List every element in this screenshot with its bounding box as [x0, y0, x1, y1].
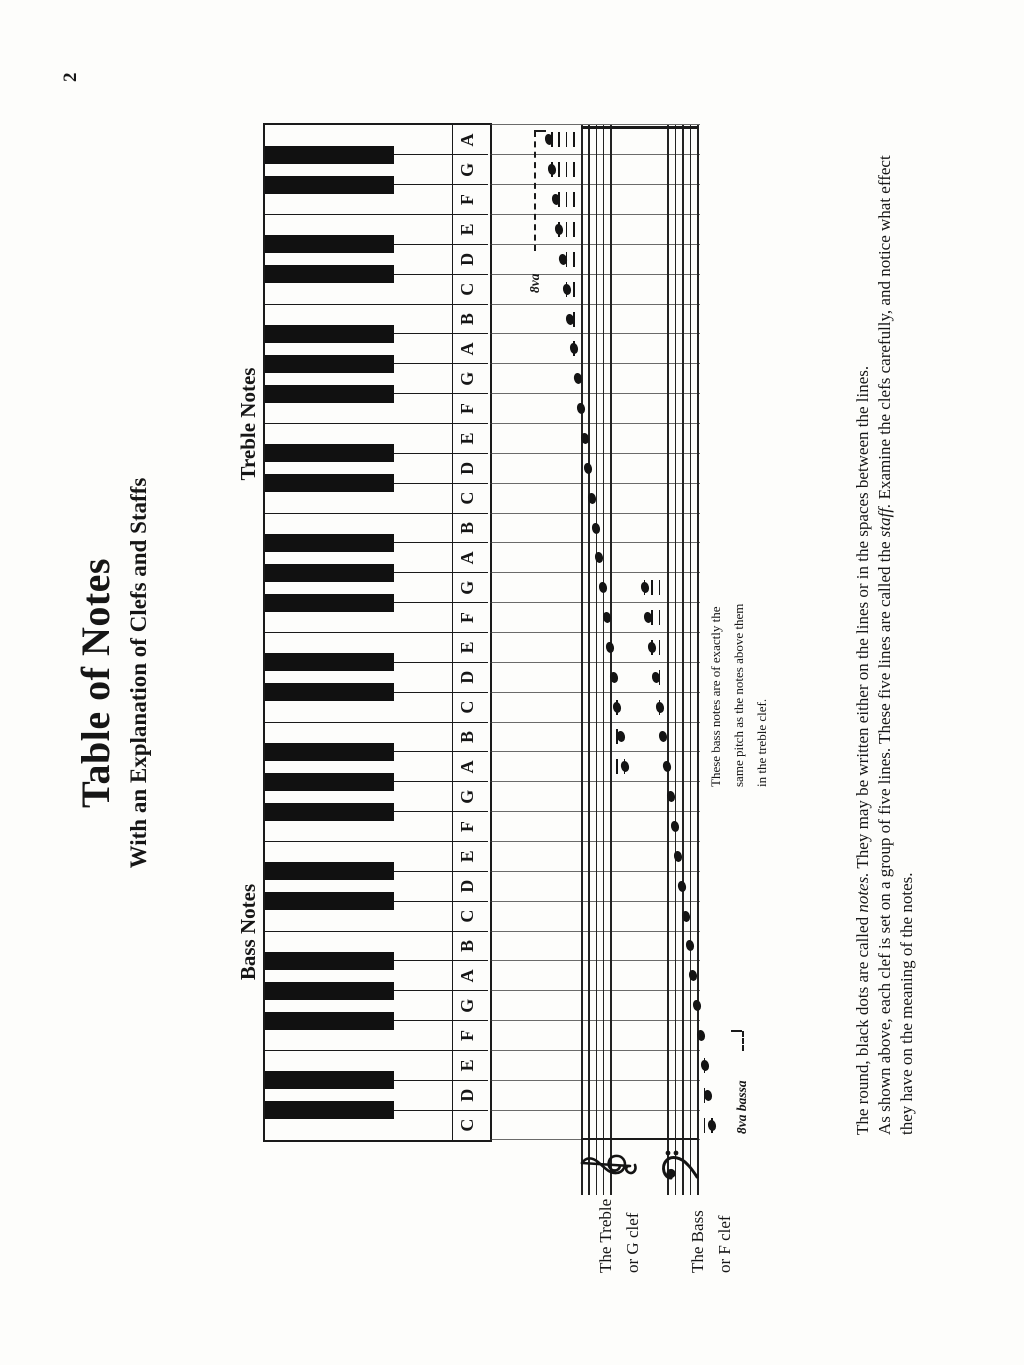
key-letter: G [457, 580, 477, 595]
treble-notehead [562, 283, 572, 295]
bass-clef-label [684, 1210, 738, 1273]
ledger-line [704, 1118, 706, 1133]
ledger-line [659, 580, 661, 595]
ledger-line [659, 640, 661, 655]
octave-dash-treble [534, 131, 536, 251]
paragraph-line: As shown above, each clef is set on a group of five lines. These five lines are called the staff. Examine the clefs carefully, and notice what effect [875, 155, 894, 1135]
black-key [265, 474, 394, 492]
ledger-line [573, 162, 575, 177]
black-key [265, 743, 394, 761]
octave-tick-bass [731, 1030, 742, 1032]
bass-notehead [707, 1119, 717, 1131]
bass-staff-line [675, 125, 677, 1195]
white-key-separator [265, 214, 488, 215]
treble-notehead [591, 522, 601, 534]
page-title: Table of Notes [73, 558, 118, 808]
key-letter: C [457, 491, 477, 505]
white-key-separator [265, 304, 488, 305]
page-subtitle: With an Explanation of Clefs and Staffs [126, 477, 151, 869]
ledger-line [566, 192, 568, 207]
key-letter: C [457, 700, 477, 714]
ledger-line [573, 222, 575, 237]
treble-notehead [569, 343, 579, 355]
bass-notehead [703, 1089, 713, 1101]
key-letter: C [457, 1118, 477, 1132]
treble-staff-line [610, 125, 612, 1195]
treble-notehead [583, 462, 593, 474]
key-letter: B [457, 939, 477, 952]
treble-staff-line [581, 125, 583, 1195]
ledger-line [558, 162, 560, 177]
black-key [265, 176, 394, 194]
octave-mark-bass: 8va bassa [734, 1080, 749, 1134]
ledger-line [573, 192, 575, 207]
ledger-line [573, 132, 575, 147]
left-barline [581, 1138, 698, 1140]
key-letter: G [457, 371, 477, 386]
paragraph-line: they have on the meaning of the notes. [897, 872, 916, 1135]
black-key [265, 982, 394, 1000]
key-letter: E [457, 223, 477, 236]
key-letter: B [457, 731, 477, 744]
key-letter: C [457, 909, 477, 923]
bass-notehead [700, 1059, 710, 1071]
key-letter: G [457, 789, 477, 804]
black-key [265, 444, 394, 462]
treble-notehead [576, 402, 586, 414]
black-key [265, 683, 394, 701]
white-key-separator [265, 931, 488, 932]
black-key [265, 594, 394, 612]
bass-staff-line [667, 125, 669, 1195]
treble-notehead [612, 701, 622, 713]
key-letter: C [457, 282, 477, 296]
treble-notehead [547, 164, 557, 176]
treble-notes-label: Treble Notes [236, 367, 260, 481]
treble-staff-line [588, 125, 590, 1195]
bass-notehead [647, 641, 657, 653]
bass-notehead [662, 761, 672, 773]
treble-notehead [554, 223, 564, 235]
key-letter: D [457, 670, 477, 684]
black-key [265, 146, 394, 164]
key-letter: A [457, 551, 477, 565]
bass-notehead [692, 1000, 702, 1012]
bass-notes-caption [704, 604, 773, 787]
key-letter: E [457, 850, 477, 863]
ledger-line [566, 162, 568, 177]
bass-clef-icon [662, 1145, 706, 1181]
treble-notehead [605, 641, 615, 653]
black-key [265, 1101, 394, 1119]
bass-notehead [685, 940, 695, 952]
black-key [265, 653, 394, 671]
ledger-line [566, 222, 568, 237]
octave-tick-treble [534, 130, 546, 132]
key-letter: F [457, 403, 477, 415]
treble-notehead [598, 582, 608, 594]
key-letter: G [457, 162, 477, 177]
white-key-separator [265, 513, 488, 514]
black-key [265, 534, 394, 552]
key-letter: B [457, 313, 477, 326]
treble-staff-line [603, 125, 605, 1195]
key-letter: D [457, 1088, 477, 1102]
treble-notehead [573, 373, 583, 385]
caption-line1: These bass notes are of exactly the [708, 606, 723, 787]
bass-staff-line [682, 125, 684, 1195]
black-key [265, 325, 394, 343]
bass-clef-label-line1: The Bass [688, 1210, 707, 1273]
treble-clef-icon [574, 1148, 638, 1184]
caption-line2: same pitch as the notes above them [731, 603, 746, 787]
ledger-line [573, 282, 575, 297]
ledger-line [616, 759, 618, 774]
key-letter: F [457, 821, 477, 833]
ledger-line [659, 610, 661, 625]
bass-notehead [670, 820, 680, 832]
black-key [265, 564, 394, 582]
ledger-line [651, 580, 653, 595]
key-letter: D [457, 252, 477, 266]
key-letter: B [457, 522, 477, 535]
black-key [265, 1012, 394, 1030]
key-letter: D [457, 879, 477, 893]
octave-dash-bass [742, 1031, 744, 1051]
ledger-line [573, 252, 575, 267]
white-key-separator [265, 841, 488, 842]
white-key-separator [265, 423, 488, 424]
bass-notes-label: Bass Notes [236, 883, 260, 981]
black-key [265, 892, 394, 910]
key-letter: F [457, 612, 477, 624]
bass-notehead [655, 701, 665, 713]
key-letter: A [457, 342, 477, 356]
treble-staff-line [596, 125, 598, 1195]
black-key [265, 952, 394, 970]
key-letter: E [457, 1059, 477, 1072]
white-key-separator [265, 1050, 488, 1051]
key-letter: E [457, 641, 477, 654]
treble-notehead [620, 761, 630, 773]
bass-staff-line [690, 125, 692, 1195]
black-key [265, 803, 394, 821]
black-key [265, 773, 394, 791]
octave-mark-treble: 8va [527, 273, 542, 293]
black-key [265, 355, 394, 373]
black-key [265, 385, 394, 403]
key-letter: G [457, 998, 477, 1013]
key-letter: A [457, 969, 477, 983]
key-letter: F [457, 1030, 477, 1042]
black-key [265, 862, 394, 880]
black-key [265, 265, 394, 283]
black-key [265, 235, 394, 253]
treble-clef-label-line1: The Treble [596, 1198, 615, 1273]
key-letter: F [457, 194, 477, 206]
bass-notehead [640, 582, 650, 594]
black-key [265, 1071, 394, 1089]
right-barline [581, 126, 698, 129]
ledger-line [558, 132, 560, 147]
key-letter: A [457, 760, 477, 774]
caption-line3: in the treble clef. [754, 698, 769, 787]
bass-clef-label-line2: or F clef [715, 1215, 734, 1273]
ledger-line [566, 132, 568, 147]
key-letter: D [457, 461, 477, 475]
page-number: 2 [60, 72, 81, 82]
white-key-separator [265, 722, 488, 723]
key-letter: A [457, 133, 477, 147]
treble-clef-label [592, 1199, 646, 1273]
paragraph-line: The round, black dots are called notes. They may be written either on the lines or in the spaces between the lines. [853, 365, 872, 1135]
bass-notehead [677, 880, 687, 892]
treble-clef-label-line2: or G clef [623, 1212, 642, 1273]
letter-strip-line [452, 125, 453, 1140]
explanatory-paragraph [852, 155, 918, 1135]
key-letter: E [457, 432, 477, 445]
white-key-separator [265, 632, 488, 633]
